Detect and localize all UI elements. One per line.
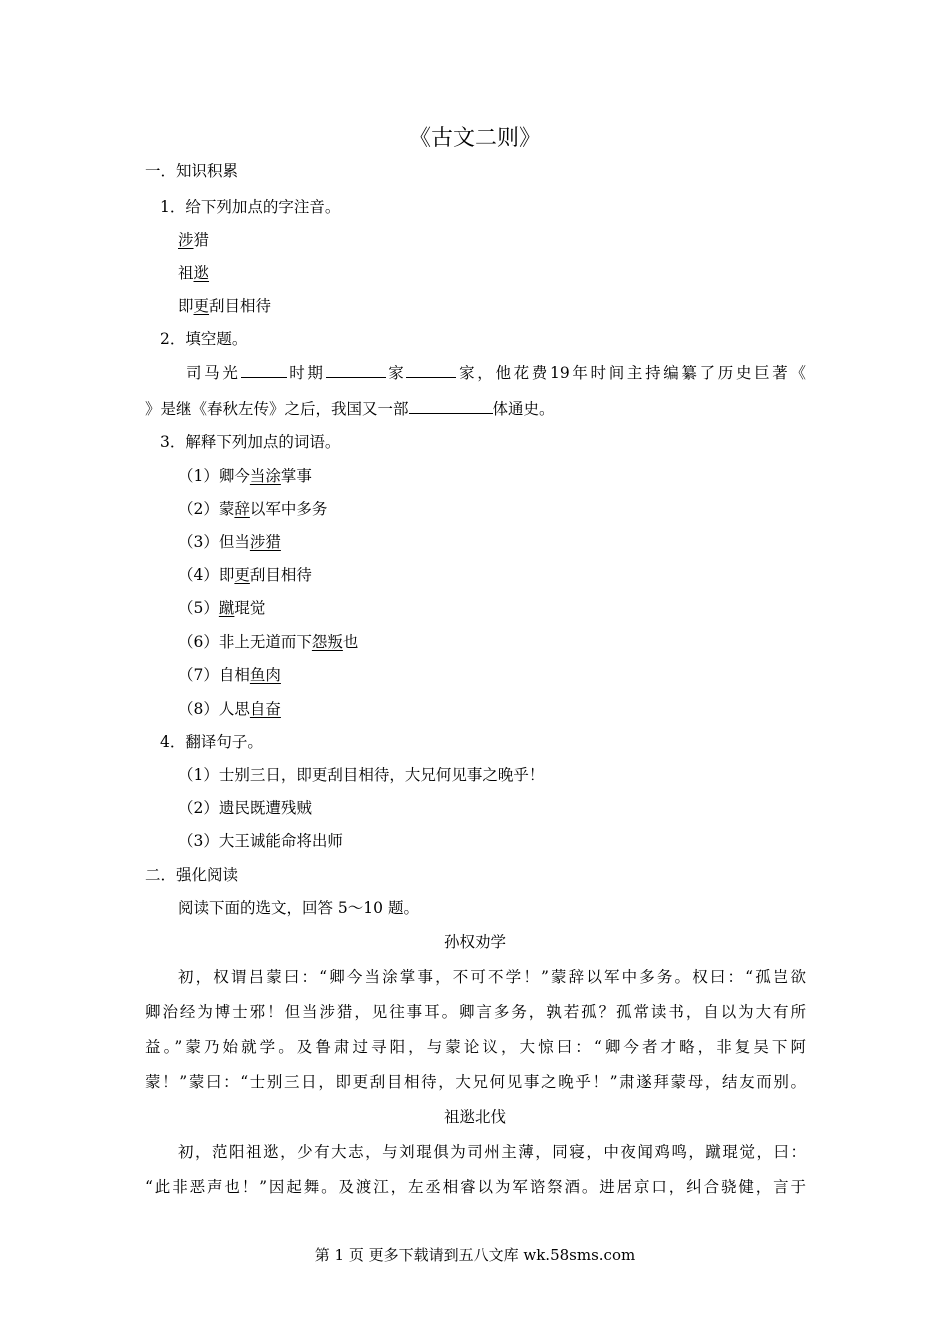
- fill-blank[interactable]: [409, 398, 493, 414]
- q1-word-1: [178, 229, 209, 251]
- fill-blank[interactable]: [406, 362, 456, 378]
- dotted-word: 怨叛: [311, 633, 343, 651]
- q4-item: （2）遗民既遭残贼: [178, 799, 312, 817]
- dotted-word: 蹴: [218, 599, 235, 617]
- dotted-char: 逖: [193, 264, 210, 282]
- reading-intro: 阅读下面的选文，回答 5～10 题。: [178, 899, 419, 917]
- fill-text: 时期: [286, 364, 326, 382]
- page-footer: 第 1 页 更多下载请到五八文库 wk.58sms.com: [314, 1246, 636, 1264]
- word-prefix: 祖: [178, 264, 194, 282]
- passage-2-line: 初，范阳祖逖，少有大志，与刘琨俱为司州主薄，同寝，中夜闻鸡鸣，蹴琨觉，曰：: [178, 1143, 806, 1161]
- passage-2-line: “此非恶声也！”因起舞。及渡江，左丞相睿以为军谘祭酒。进居京口，纠合骁健，言于: [145, 1178, 806, 1196]
- q2-fill-line-2: [145, 398, 555, 420]
- q3-item: （2）蒙辞以军中多务: [178, 500, 328, 518]
- fill-blank[interactable]: [326, 362, 386, 378]
- passage-1-line: 初，权谓吕蒙曰：“卿今当涂掌事，不可不学！”蒙辞以军中多务。权曰：“孤岂欲: [178, 968, 806, 986]
- dotted-word: 涉猎: [249, 533, 281, 551]
- dotted-word: 辞: [234, 500, 250, 518]
- q3-item: （3）但当涉猎: [178, 533, 281, 551]
- fill-text: 司马光: [186, 364, 241, 382]
- fill-blank[interactable]: [241, 362, 287, 378]
- q1-word-3: [178, 295, 271, 317]
- word-prefix: 即: [178, 297, 194, 315]
- q3-stem: 3．解释下列加点的词语。: [160, 433, 341, 451]
- passage-1-title: 孙权劝学: [443, 933, 506, 951]
- q4-stem: 4．翻译句子。: [160, 733, 263, 751]
- dotted-word: 鱼肉: [249, 666, 281, 684]
- dotted-word: 自奋: [249, 700, 281, 718]
- word-rest: 刮目相待: [209, 297, 272, 315]
- fill-text: 》是继《春秋左传》之后，我国又一部: [145, 400, 409, 418]
- dotted-word: 当涂: [249, 467, 281, 485]
- section-1-heading: 一．知识积累: [145, 162, 239, 180]
- dotted-char: 涉: [178, 231, 194, 249]
- q4-item: （1）士别三日，即更刮目相待，大兄何见事之晚乎！: [178, 766, 545, 784]
- q3-item: （8）人思自奋: [178, 700, 281, 718]
- fill-text: 家，他花费19年时间主持编纂了历史巨著《: [456, 364, 806, 382]
- passage-1-line: 蒙！”蒙曰：“士别三日，即更刮目相待，大兄何见事之晚乎！”肃遂拜蒙母，结友而别。: [145, 1073, 806, 1091]
- q1-stem: 1．给下列加点的字注音。: [160, 198, 341, 216]
- passage-2-title: 祖逖北伐: [443, 1108, 506, 1126]
- q3-item: （6）非上无道而下怨叛也: [178, 633, 359, 651]
- q3-item: （5）蹴琨觉: [178, 599, 266, 617]
- fill-text: 家: [385, 364, 407, 382]
- dotted-word: 更: [234, 566, 250, 584]
- q2-fill-line-1: [186, 362, 806, 384]
- document-title: 《古文二则》: [408, 126, 541, 151]
- dotted-char: 更: [193, 297, 210, 315]
- passage-1-line: 卿治经为博士邪！但当涉猎，见往事耳。卿言多务，孰若孤？孤常读书，自以为大有所: [145, 1003, 806, 1021]
- word-rest: 猎: [193, 231, 210, 249]
- passage-1-line: 益。”蒙乃始就学。及鲁肃过寻阳，与蒙论议，大惊曰：“卿今者才略，非复吴下阿: [145, 1038, 806, 1056]
- section-2-heading: 二．强化阅读: [145, 866, 239, 884]
- q4-item: （3）大王诚能命将出师: [178, 832, 343, 850]
- q1-word-2: [178, 262, 209, 284]
- q3-item: （7）自相鱼肉: [178, 666, 281, 684]
- fill-text: 体通史。: [492, 400, 555, 418]
- q3-item: （1）卿今当涂掌事: [178, 467, 312, 485]
- q2-stem: 2．填空题。: [160, 330, 248, 348]
- q3-item: （4）即更刮目相待: [178, 566, 312, 584]
